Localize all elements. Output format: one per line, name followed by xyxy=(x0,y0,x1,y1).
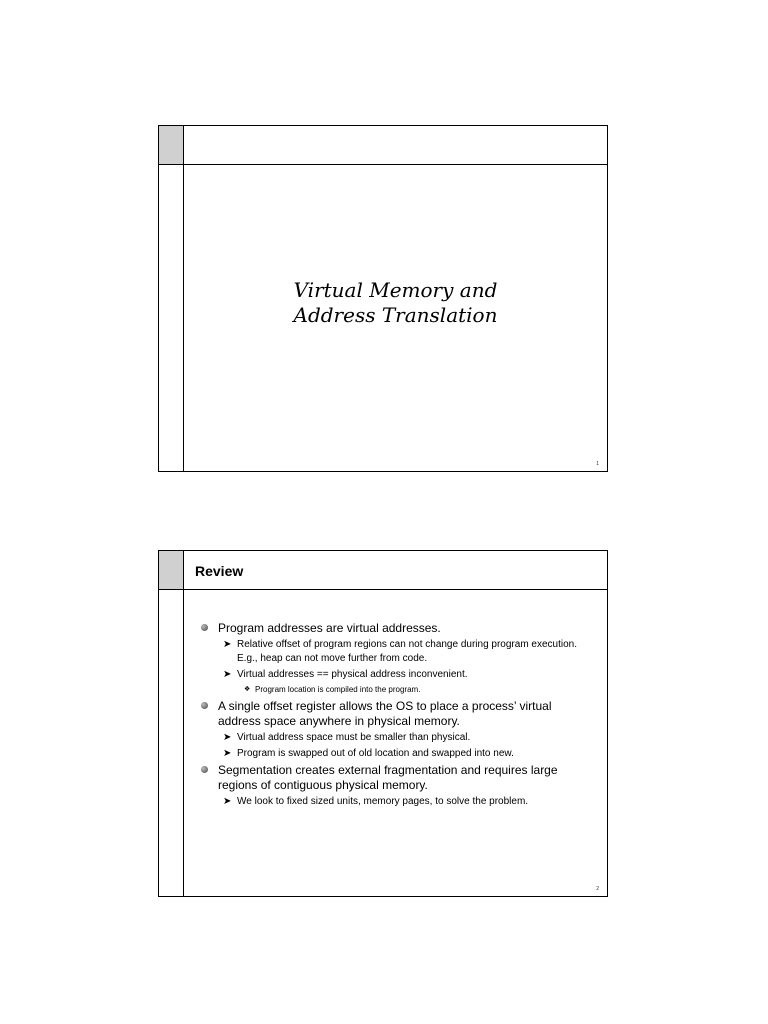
bullet-item xyxy=(201,699,587,729)
sub-bullet-text: Program is swapped out of old location and swapped into new. xyxy=(237,748,514,759)
slide-title xyxy=(184,278,607,328)
page-number: 2 xyxy=(596,886,599,892)
slide-corner-block xyxy=(159,126,184,165)
slide-1 xyxy=(158,125,608,472)
sub-bullet-item xyxy=(201,795,587,809)
sub-bullet-item xyxy=(201,731,587,745)
header-rule xyxy=(183,589,607,590)
sub-bullet-text: Virtual addresses == physical address inconvenient. xyxy=(237,669,468,680)
sub-bullet-item xyxy=(201,747,587,761)
sub-bullet-text: Virtual address space must be smaller than physical. xyxy=(237,732,471,743)
bullet-text: Segmentation creates external fragmentation and requires large regions of contiguous physical memory. xyxy=(218,763,558,792)
bullet-icon xyxy=(201,766,208,773)
slide-title-line-2: Address Translation xyxy=(293,303,498,327)
diamond-bullet-icon: ❖ xyxy=(244,686,251,693)
sub-bullet-item xyxy=(201,668,587,682)
slide-2 xyxy=(158,550,608,897)
bullet-icon xyxy=(201,702,208,709)
bullet-list xyxy=(201,621,587,811)
bullet-icon xyxy=(201,624,208,631)
slide-heading: Review xyxy=(195,563,244,579)
bullet-text: A single offset register allows the OS to place a process’ virtual address space anywhere in physical memory. xyxy=(218,699,552,728)
arrow-bullet-icon: ➤ xyxy=(223,669,232,680)
sub-sub-bullet-text: Program location is compiled into the program. xyxy=(255,685,421,694)
bullet-item xyxy=(201,621,587,636)
bullet-text: Program addresses are virtual addresses. xyxy=(218,621,441,635)
bullet-item xyxy=(201,763,587,793)
arrow-bullet-icon: ➤ xyxy=(223,748,232,759)
sub-bullet-text: We look to fixed sized units, memory pages, to solve the problem. xyxy=(237,796,529,807)
slide-corner-block xyxy=(159,551,184,590)
page-number: 1 xyxy=(596,461,599,467)
arrow-bullet-icon: ➤ xyxy=(223,796,232,807)
sub-bullet-item xyxy=(201,638,587,666)
slide-title-line-1: Virtual Memory and xyxy=(293,278,498,302)
arrow-bullet-icon: ➤ xyxy=(223,732,232,743)
header-rule xyxy=(183,164,607,165)
sub-bullet-text: Relative offset of program regions can not change during program execution. E.g., heap can not move further from code. xyxy=(237,639,578,664)
arrow-bullet-icon: ➤ xyxy=(223,639,232,650)
margin-rule xyxy=(183,589,184,896)
sub-sub-bullet-item xyxy=(201,684,587,696)
